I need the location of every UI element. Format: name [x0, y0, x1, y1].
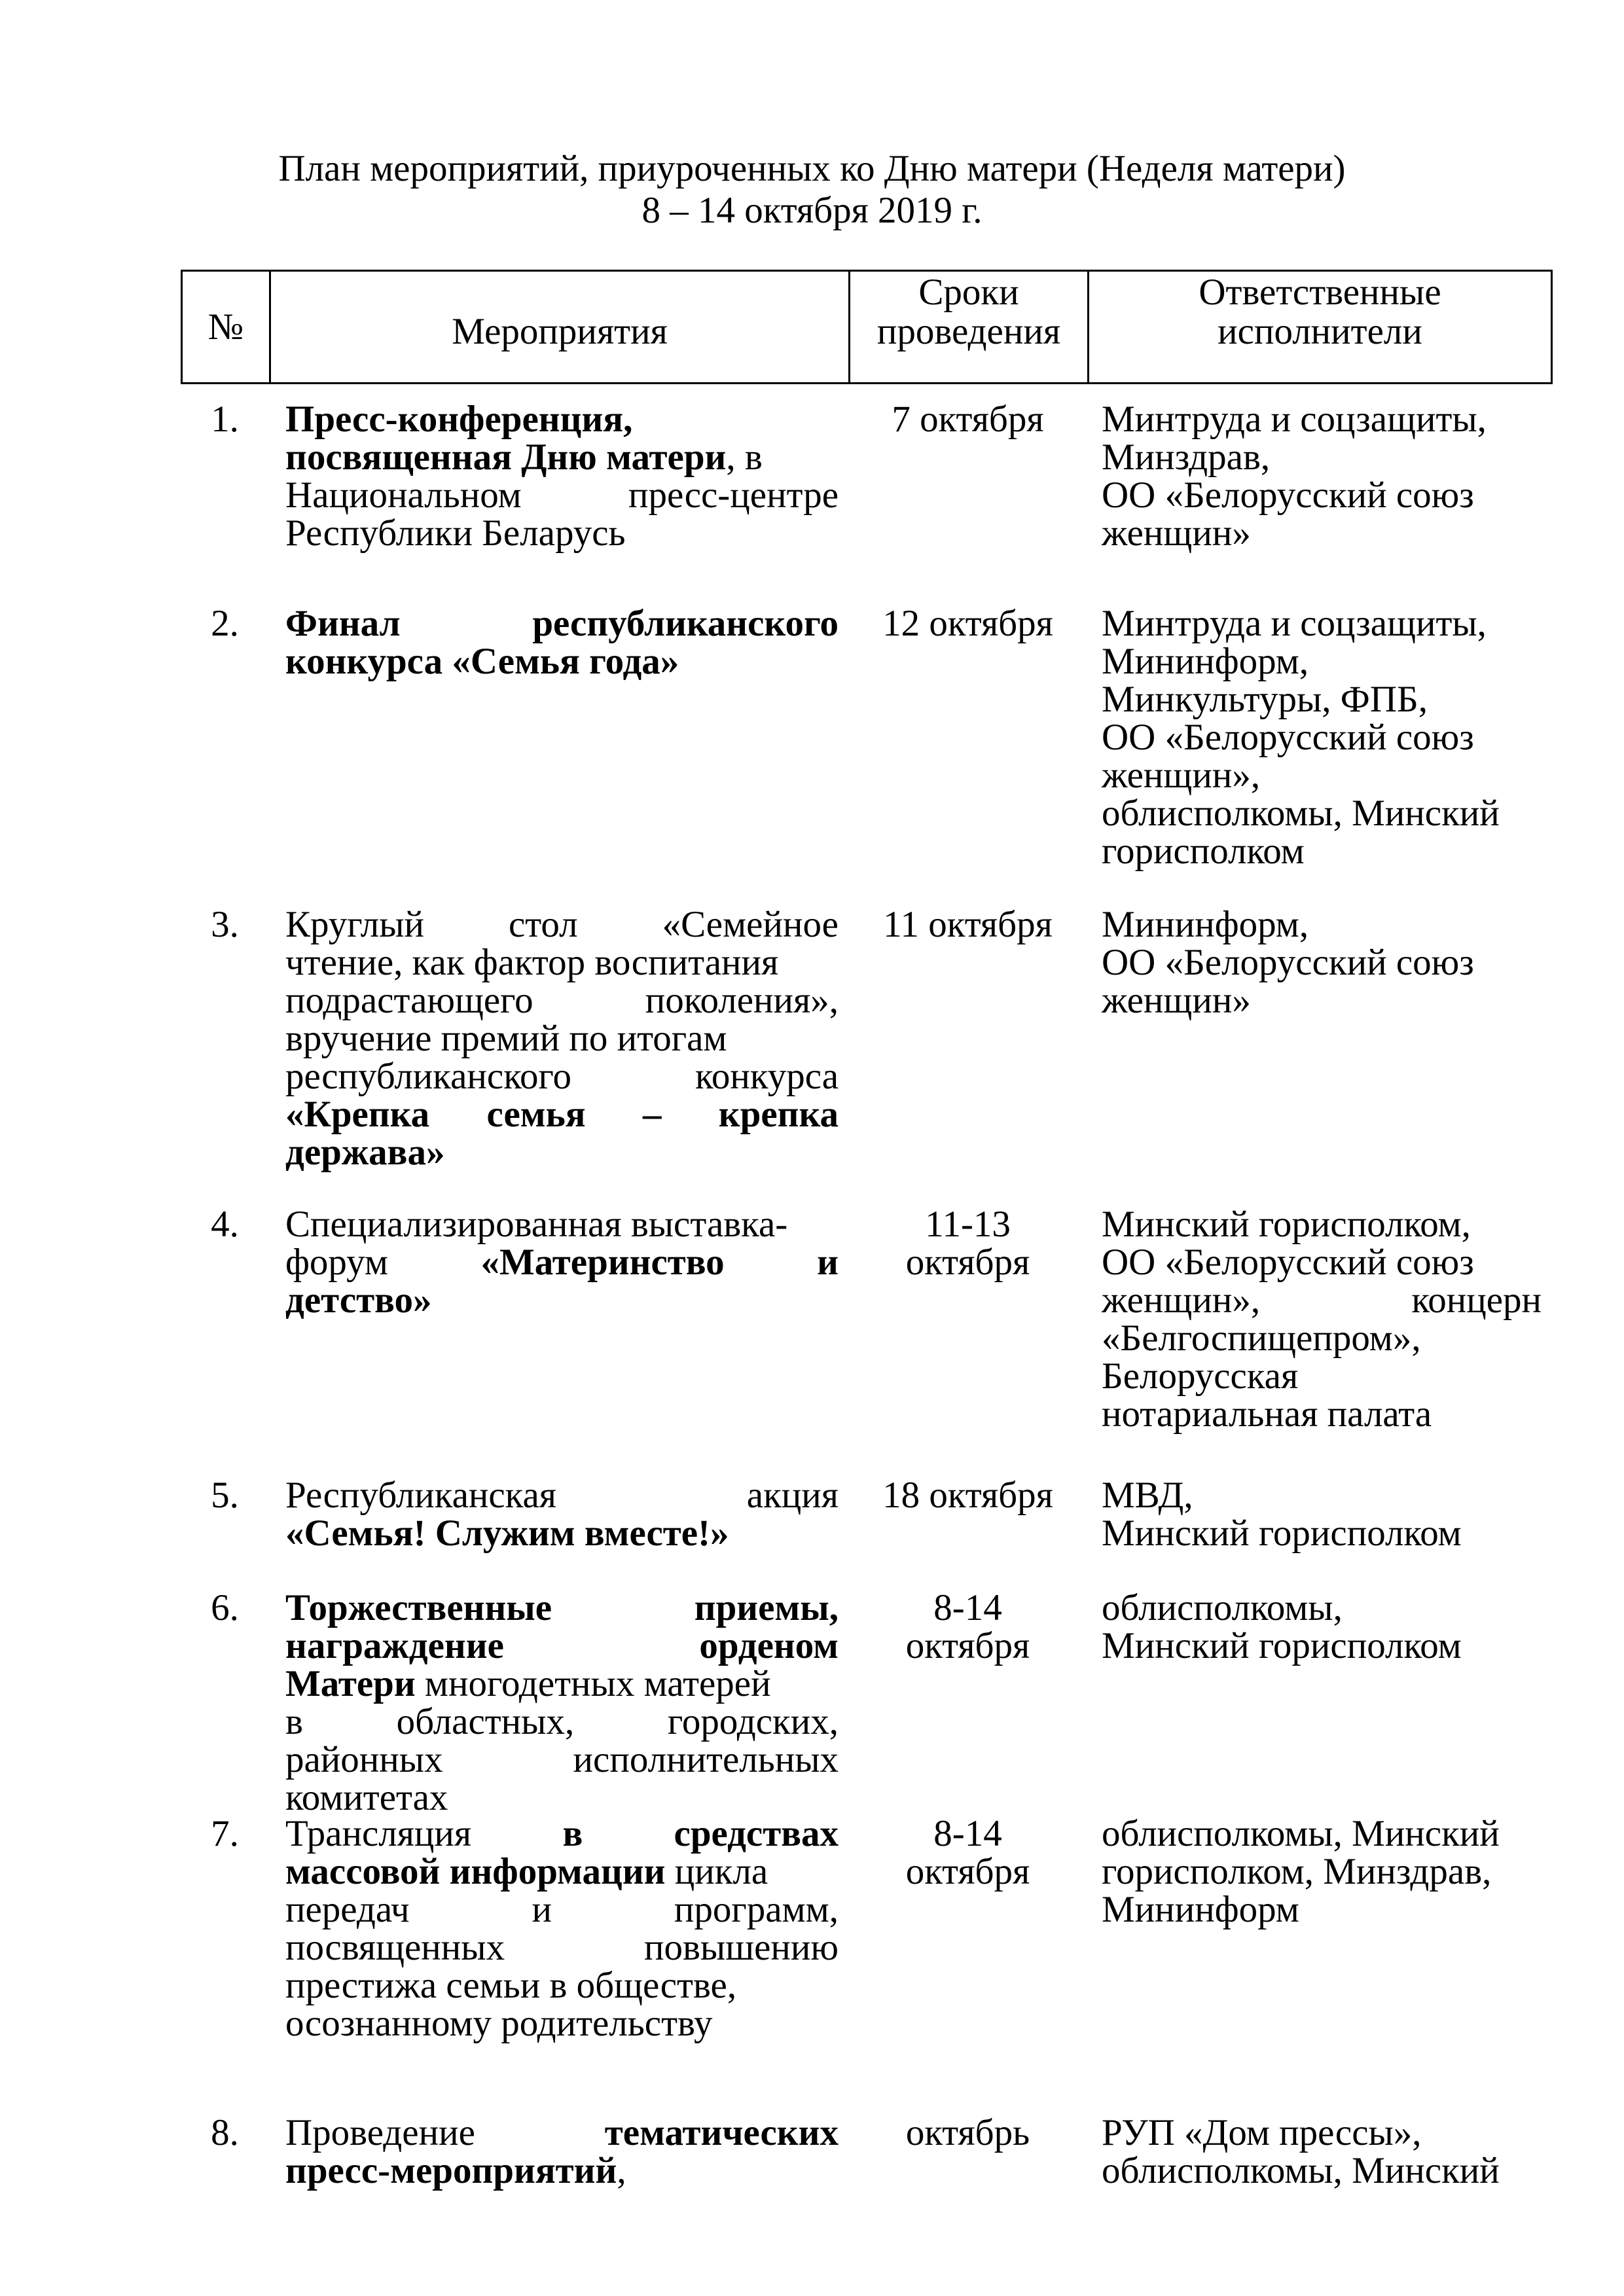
resp-text: ОО «Белорусский союз	[1102, 1242, 1474, 1283]
event-text: Финал	[285, 603, 401, 644]
event-text: программ,	[674, 1889, 839, 1930]
date-text: 11-13	[925, 1204, 1011, 1245]
row-number: 5.	[211, 1475, 239, 1516]
event-text: городских,	[667, 1701, 839, 1742]
event-text: вручение премий по итогам	[285, 1018, 727, 1059]
row-responsible	[1102, 1477, 1542, 1552]
event-text: в	[562, 1813, 583, 1854]
header-responsible	[1089, 272, 1551, 382]
event-text: республиканского	[532, 603, 839, 644]
resp-text: горисполком, Минздрав,	[1102, 1851, 1492, 1892]
table-header	[181, 270, 1553, 384]
resp-text: ОО «Белорусский союз	[1102, 942, 1474, 983]
event-text: –	[642, 1094, 662, 1135]
date-text: октября	[905, 1851, 1030, 1892]
event-text: пресс-центре	[628, 475, 839, 516]
event-text: в	[285, 1701, 303, 1742]
row-number: 2.	[211, 603, 239, 644]
row-responsible: Минский горисполком, ОО «Белорусский союз женщин», концерн «Белгоспищепром», Белорусская нотариальная палата	[1102, 1204, 1542, 1435]
document-title	[0, 148, 1624, 232]
event-text: конкурса «Семья года»	[285, 641, 679, 682]
event-text: детство»	[285, 1280, 432, 1321]
event-text: поколения»,	[645, 980, 839, 1021]
resp-text: нотариальная палата	[1102, 1393, 1432, 1435]
row-date	[848, 1477, 1087, 1515]
event-text: Республиканская	[285, 1475, 557, 1516]
event-text: чтение, как фактор воспитания	[285, 942, 779, 983]
header-resp-line-2: исполнители	[1218, 311, 1422, 352]
row-number: 6.	[211, 1587, 239, 1628]
event-text: «Семейное	[662, 904, 839, 945]
event-text: районных	[285, 1739, 443, 1780]
resp-text: Минский горисполком	[1102, 1625, 1462, 1666]
row-event	[285, 605, 839, 681]
event-text: пресс-мероприятий	[285, 2150, 617, 2191]
resp-text: Минздрав,	[1102, 437, 1271, 478]
resp-text: Минтруда и соцзащиты,	[1102, 603, 1487, 644]
event-text: осознанному родительству	[285, 2003, 713, 2044]
event-text: форум	[285, 1242, 389, 1283]
event-text: Трансляция	[285, 1813, 472, 1854]
row-event	[285, 1589, 839, 1817]
event-text: повышению	[644, 1927, 839, 1968]
row-number: 1.	[211, 399, 239, 440]
header-date-line-2: проведения	[876, 311, 1061, 352]
row-responsible	[1102, 1815, 1542, 1929]
row-date	[848, 605, 1087, 643]
date-text: 8-14	[933, 1587, 1002, 1628]
row-event	[285, 1477, 839, 1552]
resp-text: РУП «Дом прессы»,	[1102, 2112, 1422, 2153]
date-text: октября	[905, 1625, 1030, 1666]
resp-text: женщин»	[1102, 980, 1251, 1021]
header-resp-line-1: Ответственные	[1199, 272, 1441, 313]
row-number: 4.	[211, 1204, 239, 1245]
row-responsible	[1102, 401, 1542, 552]
row-event	[285, 2114, 839, 2190]
header-num: №	[183, 272, 271, 382]
event-text: посвященных	[285, 1927, 505, 1968]
resp-text: Минский горисполком,	[1102, 1204, 1471, 1245]
date-text: 8-14	[933, 1813, 1002, 1854]
event-text: ,	[617, 2150, 626, 2191]
event-text: и	[817, 1242, 839, 1283]
row-number: 3.	[211, 904, 239, 945]
row-number: 7.	[211, 1813, 239, 1854]
resp-text: женщин»	[1102, 512, 1251, 554]
event-text: и	[532, 1889, 552, 1930]
header-event: Мероприятия	[271, 272, 850, 382]
event-text: стол	[508, 904, 578, 945]
event-text: престижа семьи в обществе,	[285, 1965, 737, 2006]
row-date	[848, 906, 1087, 944]
row-event	[285, 1206, 839, 1319]
event-text: комитетах	[285, 1777, 448, 1818]
row-date	[848, 1206, 1087, 1282]
date-text: октябрь	[905, 2112, 1030, 2153]
resp-text: Минский горисполком	[1102, 1513, 1462, 1554]
row-responsible	[1102, 605, 1542, 870]
event-text: областных,	[396, 1701, 575, 1742]
event-text: Круглый	[285, 904, 424, 945]
date-text: октября	[905, 1242, 1030, 1283]
event-text: республиканского	[285, 1056, 571, 1097]
event-text: массовой информации	[285, 1851, 666, 1892]
resp-text: Мининформ	[1102, 1889, 1299, 1930]
resp-text: ОО «Белорусский союз	[1102, 717, 1474, 758]
event-text: держава»	[285, 1132, 445, 1173]
resp-text: «Белгоспищепром»,	[1102, 1318, 1421, 1359]
resp-text: облисполкомы,	[1102, 1587, 1343, 1628]
resp-text: Минтруда и соцзащиты,	[1102, 399, 1487, 440]
event-text: акция	[746, 1475, 839, 1516]
event-text: награждение	[285, 1625, 504, 1666]
resp-text: облисполкомы, Минский	[1102, 793, 1500, 834]
title-line-1: План мероприятий, приуроченных ко Дню матери (Неделя матери)	[278, 148, 1346, 189]
event-text: Специализированная выставка-	[285, 1204, 788, 1245]
date-text: 18 октября	[882, 1475, 1053, 1516]
event-text: приемы,	[694, 1587, 839, 1628]
row-event	[285, 401, 839, 552]
event-text: «Крепка	[285, 1094, 430, 1135]
event-text: средствах	[674, 1813, 839, 1854]
row-number: 8.	[211, 2112, 239, 2153]
resp-text: Минкультуры, ФПБ,	[1102, 679, 1428, 720]
event-text: передач	[285, 1889, 410, 1930]
event-text: Национальном	[285, 475, 522, 516]
event-text: тематических	[604, 2112, 839, 2153]
header-date-line-1: Сроки	[918, 272, 1019, 313]
row-date	[848, 2114, 1087, 2152]
date-text: 12 октября	[882, 603, 1053, 644]
resp-text: Белорусская	[1102, 1355, 1299, 1397]
row-event	[285, 1815, 839, 2043]
row-date	[848, 1815, 1087, 1891]
event-text: Республики Беларусь	[285, 512, 626, 554]
resp-text: ОО «Белорусский союз	[1102, 475, 1474, 516]
row-responsible	[1102, 1589, 1542, 1665]
resp-text: горисполком	[1102, 831, 1305, 872]
resp-text: облисполкомы, Минский	[1102, 1813, 1500, 1854]
row-event	[285, 906, 839, 1172]
date-text: 11 октября	[883, 904, 1053, 945]
row-responsible	[1102, 906, 1542, 1020]
event-text: многодетных матерей	[415, 1663, 771, 1704]
resp-text: Мининформ,	[1102, 641, 1309, 682]
event-text: Пресс-конференция,	[285, 399, 633, 440]
resp-text: МВД,	[1102, 1475, 1193, 1516]
event-text: посвященная Дню матери	[285, 437, 727, 478]
row-date	[848, 401, 1087, 439]
event-text: конкурса	[695, 1056, 839, 1097]
event-text: Торжественные	[285, 1587, 552, 1628]
resp-text: женщин»,	[1102, 755, 1261, 796]
event-text: орденом	[699, 1625, 839, 1666]
event-text: подрастающего	[285, 980, 533, 1021]
row-date	[848, 1589, 1087, 1665]
event-text: «Семья! Служим вместе!»	[285, 1513, 729, 1554]
event-text: цикла	[665, 1851, 768, 1892]
event-text: семья	[486, 1094, 586, 1135]
title-line-2: 8 – 14 октября 2019 г.	[641, 190, 983, 231]
event-text: «Материнство	[480, 1242, 725, 1283]
event-text: исполнительных	[573, 1739, 839, 1780]
date-text: 7 октября	[892, 399, 1044, 440]
resp-text: Мининформ,	[1102, 904, 1309, 945]
row-responsible	[1102, 2114, 1542, 2190]
event-text: Проведение	[285, 2112, 475, 2153]
event-text: крепка	[718, 1094, 839, 1135]
event-text: , в	[726, 437, 763, 478]
header-date	[850, 272, 1089, 382]
event-text: Матери	[285, 1663, 416, 1704]
resp-text: облисполкомы, Минский	[1102, 2150, 1500, 2191]
